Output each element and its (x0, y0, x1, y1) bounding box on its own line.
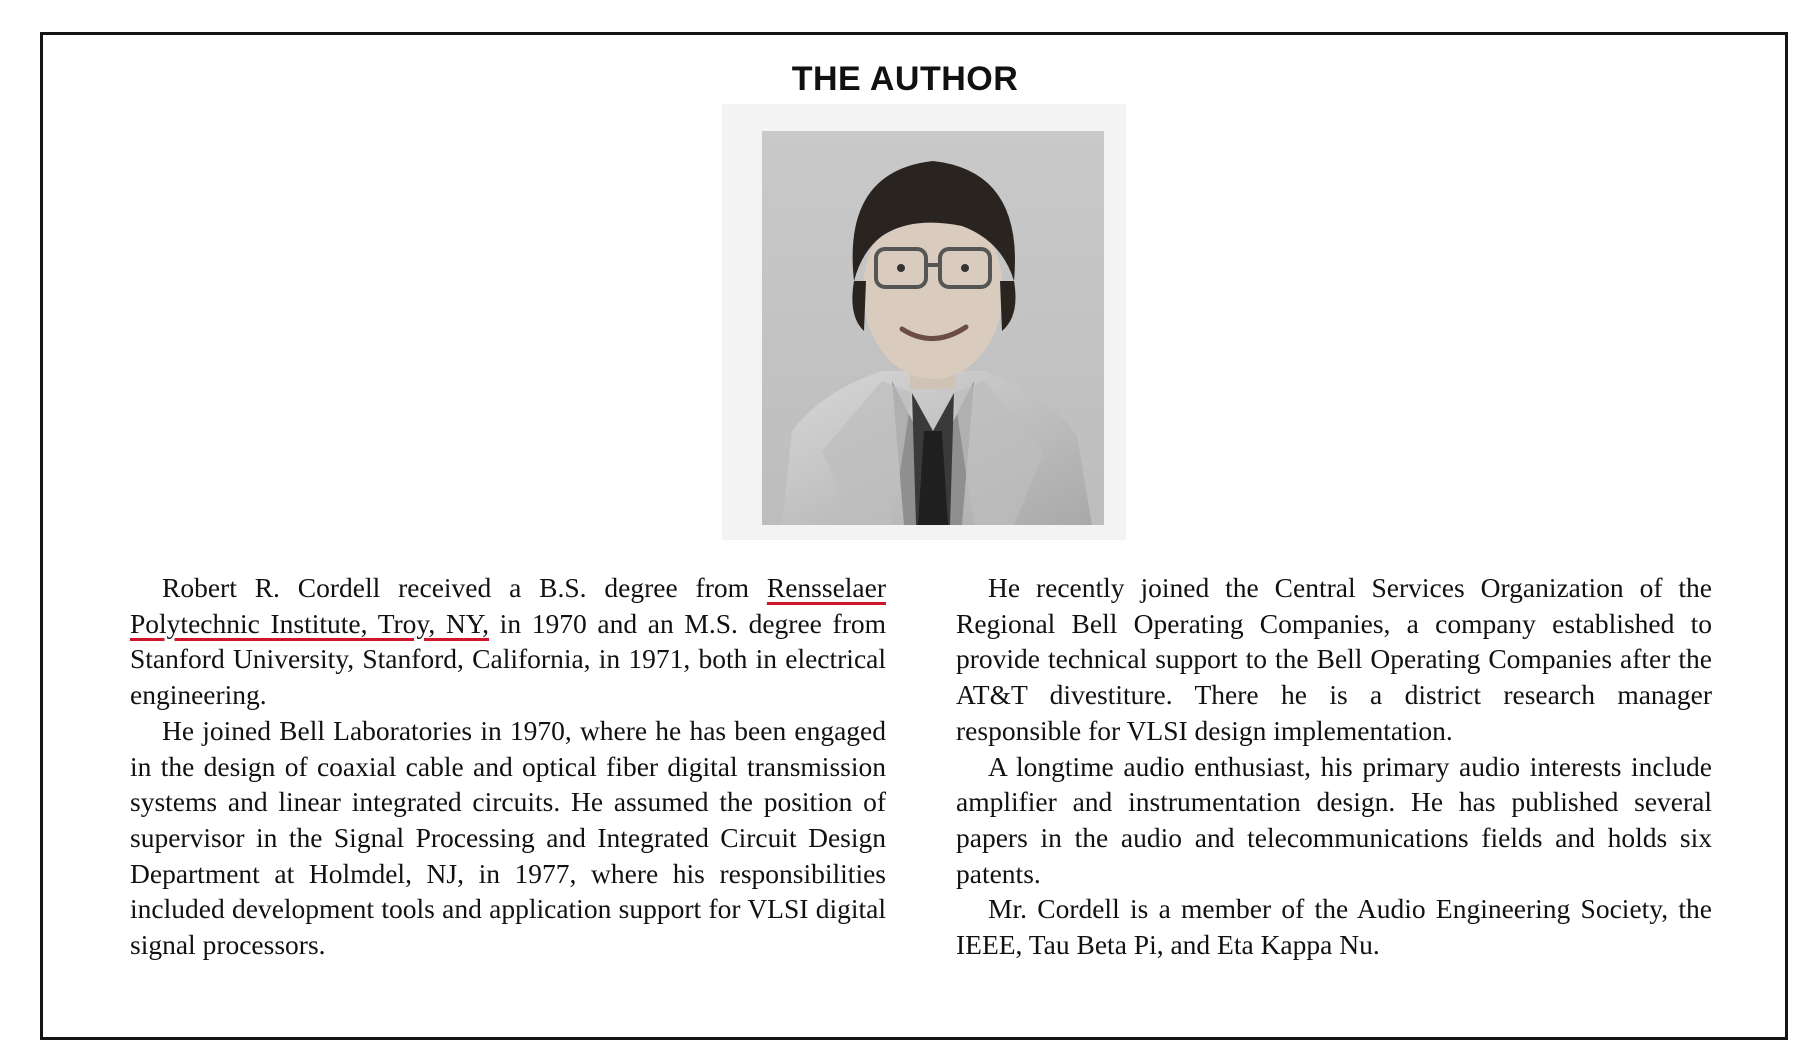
right-text-column (956, 570, 1712, 963)
author-portrait-photo (762, 131, 1104, 525)
paragraph-bell-labs: He joined Bell Laboratories in 1970, where he has been engaged in the design of coaxial cable and optical fiber digital transmission systems and linear integrated circuits. He assumed the position of supervisor in the Signal Processing and Integrated Circuit Design Department at Holmdel, NJ, in 1977, where his responsibilities included development tools and application support for VLSI digital signal processors. (130, 714, 886, 961)
author-photo-frame (722, 104, 1126, 540)
paragraph-memberships: Mr. Cordell is a member of the Audio Engineering Society, the IEEE, Tau Beta Pi, and Eta Kappa Nu. (956, 893, 1712, 961)
page-title: THE AUTHOR (791, 60, 1019, 98)
left-text-column (130, 570, 886, 963)
underlined-institution-text: Rensselaer Polytechnic Institute, Troy, NY, (130, 572, 886, 639)
education-intro-text: Robert R. Cordell received a B.S. degree from (162, 572, 767, 603)
paragraph-central-services: He recently joined the Central Services Organization of the Regional Bell Operating Companies, a company established to provide technical support to the Bell Operating Companies after the AT&T divestiture. There he is a district research manager responsible for VLSI design implementation. (956, 572, 1712, 746)
education-details-text: in 1970 and an M.S. degree from Stanford University, Stanford, California, in 1971, both in electrical engineering. (130, 607, 887, 711)
paragraph-education (130, 570, 886, 713)
paragraph-audio-interests: A longtime audio enthusiast, his primary audio interests include amplifier and instrumentation design. He has published several papers in the audio and telecommunications fields and holds six patents. (956, 750, 1712, 889)
